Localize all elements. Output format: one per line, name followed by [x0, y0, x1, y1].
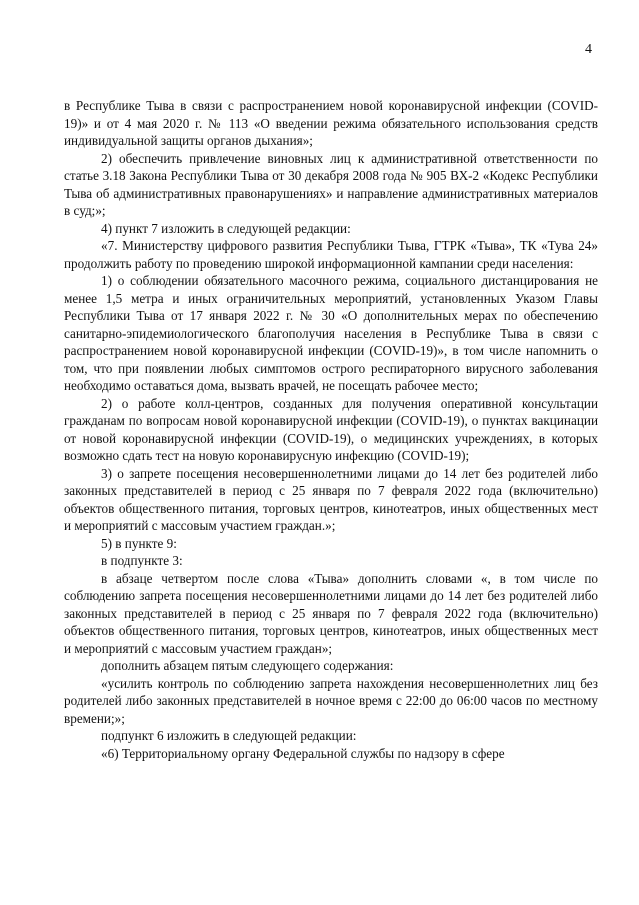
- document-paragraph: в абзаце четвертом после слова «Тыва» дополнить словами «, в том числе по соблюдению запрета посещения несовершеннолетними лицами до 14 лет без родителей либо законных представителей в период с 25 января по 7 февраля 2022 года (включительно) объектов общественного питания, торговых центров, кинотеатров, иных общественных мест и мероприятий с массовым участием граждан»;: [64, 570, 598, 656]
- document-paragraph: в Республике Тыва в связи с распространением новой коронавирусной инфекции (COVID-19)» и от 4 мая 2020 г. № 113 «О введении режима обязательного использования средств индивидуальной защиты органов дыхания»;: [64, 98, 598, 148]
- document-paragraph: «усилить контроль по соблюдению запрета нахождения несовершеннолетних лиц без родителей либо законных представителей в ночное время с 22:00 до 06:00 часов по местному времени;»;: [64, 675, 598, 726]
- document-body: [64, 97, 598, 762]
- document-paragraph: 4) пункт 7 изложить в следующей редакции:: [101, 220, 351, 236]
- page-number: 4: [585, 42, 592, 57]
- document-paragraph: 2) обеспечить привлечение виновных лиц к административной ответственности по статье 3.18 Закона Республики Тыва от 30 декабря 2008 года № 905 ВХ-2 «Кодекс Республики Тыва об административных правонарушениях» и направление административных материалов в суд;»;: [64, 150, 598, 218]
- document-paragraph: «6) Территориальному органу Федеральной службы по надзору в сфере: [101, 745, 505, 761]
- document-paragraph: подпункт 6 изложить в следующей редакции:: [101, 728, 357, 743]
- document-paragraph: дополнить абзацем пятым следующего содержания:: [101, 658, 394, 673]
- document-paragraph: 5) в пункте 9:: [101, 535, 177, 551]
- document-paragraph: 2) о работе колл-центров, созданных для получения оперативной консультации гражданам по вопросам новой коронавирусной инфекции (COVID-19), о пунктах вакцинации от новой коронавирусной инфекции (COVID-19), о медицинских учреждениях, в которых возможно сдать тест на новую коронавирусную инфекцию (COVID-19);: [64, 395, 598, 463]
- document-paragraph: «7. Министерству цифрового развития Республики Тыва, ГТРК «Тыва», ТК «Тува 24» продолжить работу по проведению широкой информационной кампании среди населения:: [64, 238, 598, 271]
- document-paragraph: 3) о запрете посещения несовершеннолетними лицами до 14 лет без родителей либо законных представителей в период с 25 января по 7 февраля 2022 года (включительно) объектов общественного питания, торговых центров, кинотеатров, иных общественных мест и мероприятий с массовым участием граждан.»;: [64, 465, 598, 533]
- document-paragraph: 1) о соблюдении обязательного масочного режима, социального дистанцирования не менее 1,5 метра и иных ограничительных мероприятий, установленных Указом Главы Республики Тыва от 17 января 2022 г. № 30 «О дополнительных мерах по обеспечению санитарно-эпидемиологического благополучия населения в Республике Тыва в связи с распространением новой коронавирусной инфекции (COVID-19)», в том числе напомнить о том, что при появлении любых симптомов острого респираторного вирусного заболевания необходимо оставаться дома, вызвать врачей, не посещать рабочее место;: [64, 273, 598, 393]
- document-paragraph: в подпункте 3:: [101, 553, 183, 568]
